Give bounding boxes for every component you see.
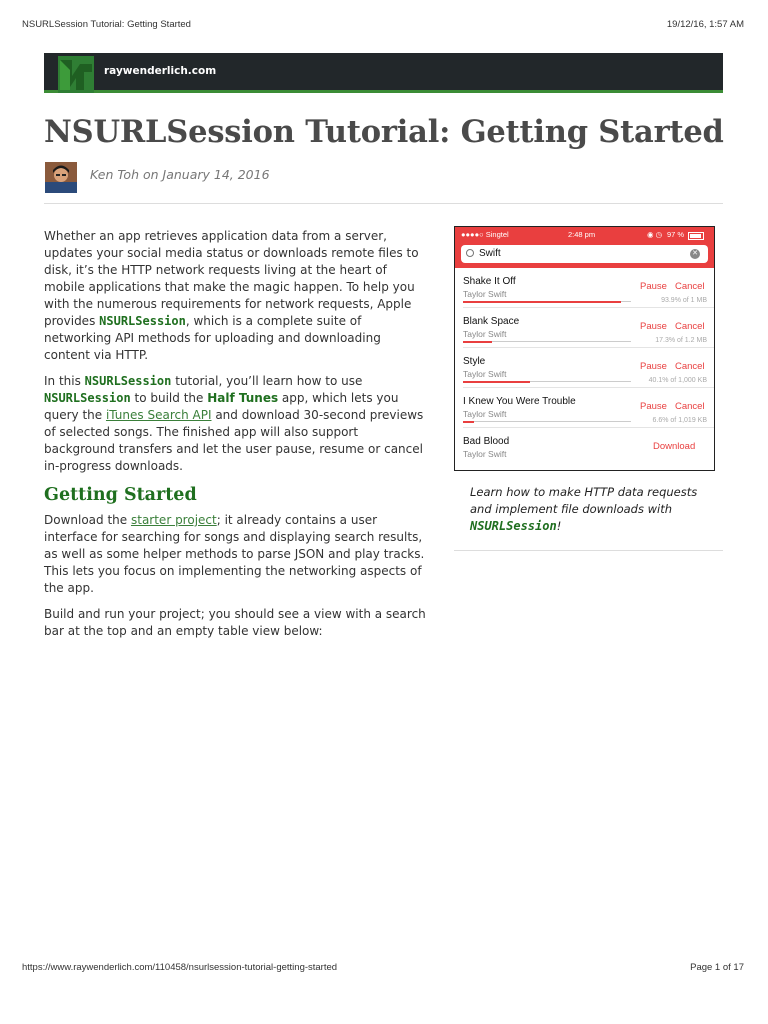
section-heading: Getting Started xyxy=(44,485,197,505)
progress-fill xyxy=(463,421,474,423)
song-artist: Taylor Swift xyxy=(463,409,507,419)
song-artist: Taylor Swift xyxy=(463,369,507,379)
app-name: Half Tunes xyxy=(207,391,279,405)
status-battery: 97 % xyxy=(667,230,685,239)
progress-bar xyxy=(463,381,631,382)
cancel-button[interactable]: Cancel xyxy=(675,401,705,412)
song-title: I Knew You Were Trouble xyxy=(463,396,576,407)
inline-code: NSURLSession xyxy=(84,374,172,388)
article-byline: Ken Toh on January 14, 2016 xyxy=(90,167,270,182)
article-body xyxy=(44,228,428,649)
song-row[interactable] xyxy=(455,268,714,308)
cancel-button[interactable]: Cancel xyxy=(675,321,705,332)
author-avatar xyxy=(45,162,77,193)
cancel-button[interactable]: Cancel xyxy=(675,281,705,292)
song-row[interactable] xyxy=(455,348,714,388)
overview-paragraph: In this NSURLSession tutorial, you’ll learn how to use NSURLSession to build the Half Tunes app, which lets you query the iTunes Search API and download 30-second previews of selected songs. The finished app will also support background transfers and let the user pause, resume or cancel in-progress downloads. xyxy=(44,374,424,473)
article-title: NSURLSession Tutorial: Getting Started xyxy=(44,114,724,150)
song-artist: Taylor Swift xyxy=(463,289,507,299)
alarm-icon: ◉ ◷ xyxy=(647,230,663,239)
pause-button[interactable]: Pause xyxy=(640,401,667,412)
cancel-button[interactable]: Cancel xyxy=(675,361,705,372)
song-title: Bad Blood xyxy=(463,436,510,447)
progress-fill xyxy=(463,301,621,303)
print-footer-page: Page 1 of 17 xyxy=(690,962,744,973)
song-row[interactable] xyxy=(455,308,714,348)
site-logo-icon[interactable] xyxy=(58,56,94,93)
header-divider xyxy=(44,203,723,204)
search-icon xyxy=(466,249,474,257)
inline-code: NSURLSession xyxy=(470,519,557,533)
print-header-title: NSURLSession Tutorial: Getting Started xyxy=(22,19,191,30)
progress-bar xyxy=(463,301,631,302)
song-artist: Taylor Swift xyxy=(463,329,507,339)
song-row[interactable] xyxy=(455,428,714,468)
search-input[interactable]: Swift xyxy=(479,248,501,259)
inline-code: NSURLSession xyxy=(99,314,186,328)
clear-icon[interactable]: ✕ xyxy=(690,249,700,259)
site-banner xyxy=(44,53,723,93)
itunes-search-api-link[interactable]: iTunes Search API xyxy=(105,408,212,422)
progress-bar xyxy=(463,421,631,422)
song-title: Shake It Off xyxy=(463,276,516,287)
download-button[interactable]: Download xyxy=(653,441,696,452)
progress-fill xyxy=(463,381,530,383)
status-time: 2:48 pm xyxy=(568,230,596,239)
inline-code: NSURLSession xyxy=(44,391,131,405)
print-footer-url: https://www.raywenderlich.com/110458/nsurlsession-tutorial-getting-started xyxy=(22,962,338,973)
app-header xyxy=(455,227,714,268)
progress-label: 17.3% of 1.2 MB xyxy=(655,337,707,344)
pause-button[interactable]: Pause xyxy=(640,321,667,332)
progress-label: 6.6% of 1,019 KB xyxy=(652,417,707,424)
progress-label: 93.9% of 1 MB xyxy=(661,297,707,304)
caption-divider xyxy=(454,550,723,551)
download-paragraph: Download the starter project; it already contains a user interface for searching for songs and displaying search results, as well as some helper methods to parse JSON and play tracks. This lets you focus on implementing the networking aspects of the app. xyxy=(44,513,425,595)
status-carrier: ●●●●○ Singtel xyxy=(461,230,509,239)
progress-bar xyxy=(463,341,631,342)
song-title: Blank Space xyxy=(463,316,520,327)
figure-caption: Learn how to make HTTP data requests and implement file downloads with NSURLSession! xyxy=(470,485,698,533)
song-row[interactable] xyxy=(455,388,714,428)
pause-button[interactable]: Pause xyxy=(640,361,667,372)
battery-icon xyxy=(688,232,704,240)
song-artist: Taylor Swift xyxy=(463,449,507,459)
app-screenshot-figure xyxy=(454,226,715,471)
search-bar[interactable] xyxy=(461,245,708,263)
song-title: Style xyxy=(463,356,486,367)
intro-paragraph: Whether an app retrieves application data from a server, updates your social media status or downloads remote files to disk, it’s the HTTP network requests living at the heart of mobile applications that make the magic happen. To help you with the numerous requirements for network requests, Apple provides NSURLSession, which is a complete suite of networking API methods for uploading and downloading content via HTTP. xyxy=(44,229,419,362)
progress-label: 40.1% of 1,000 KB xyxy=(648,377,707,384)
site-name[interactable]: raywenderlich.com xyxy=(104,65,217,77)
progress-fill xyxy=(463,341,492,343)
starter-project-link[interactable]: starter project xyxy=(130,513,217,527)
print-header-datetime: 19/12/16, 1:57 AM xyxy=(666,19,744,30)
build-run-paragraph: Build and run your project; you should see a view with a search bar at the top and an empty table view below: xyxy=(44,607,426,638)
pause-button[interactable]: Pause xyxy=(640,281,667,292)
